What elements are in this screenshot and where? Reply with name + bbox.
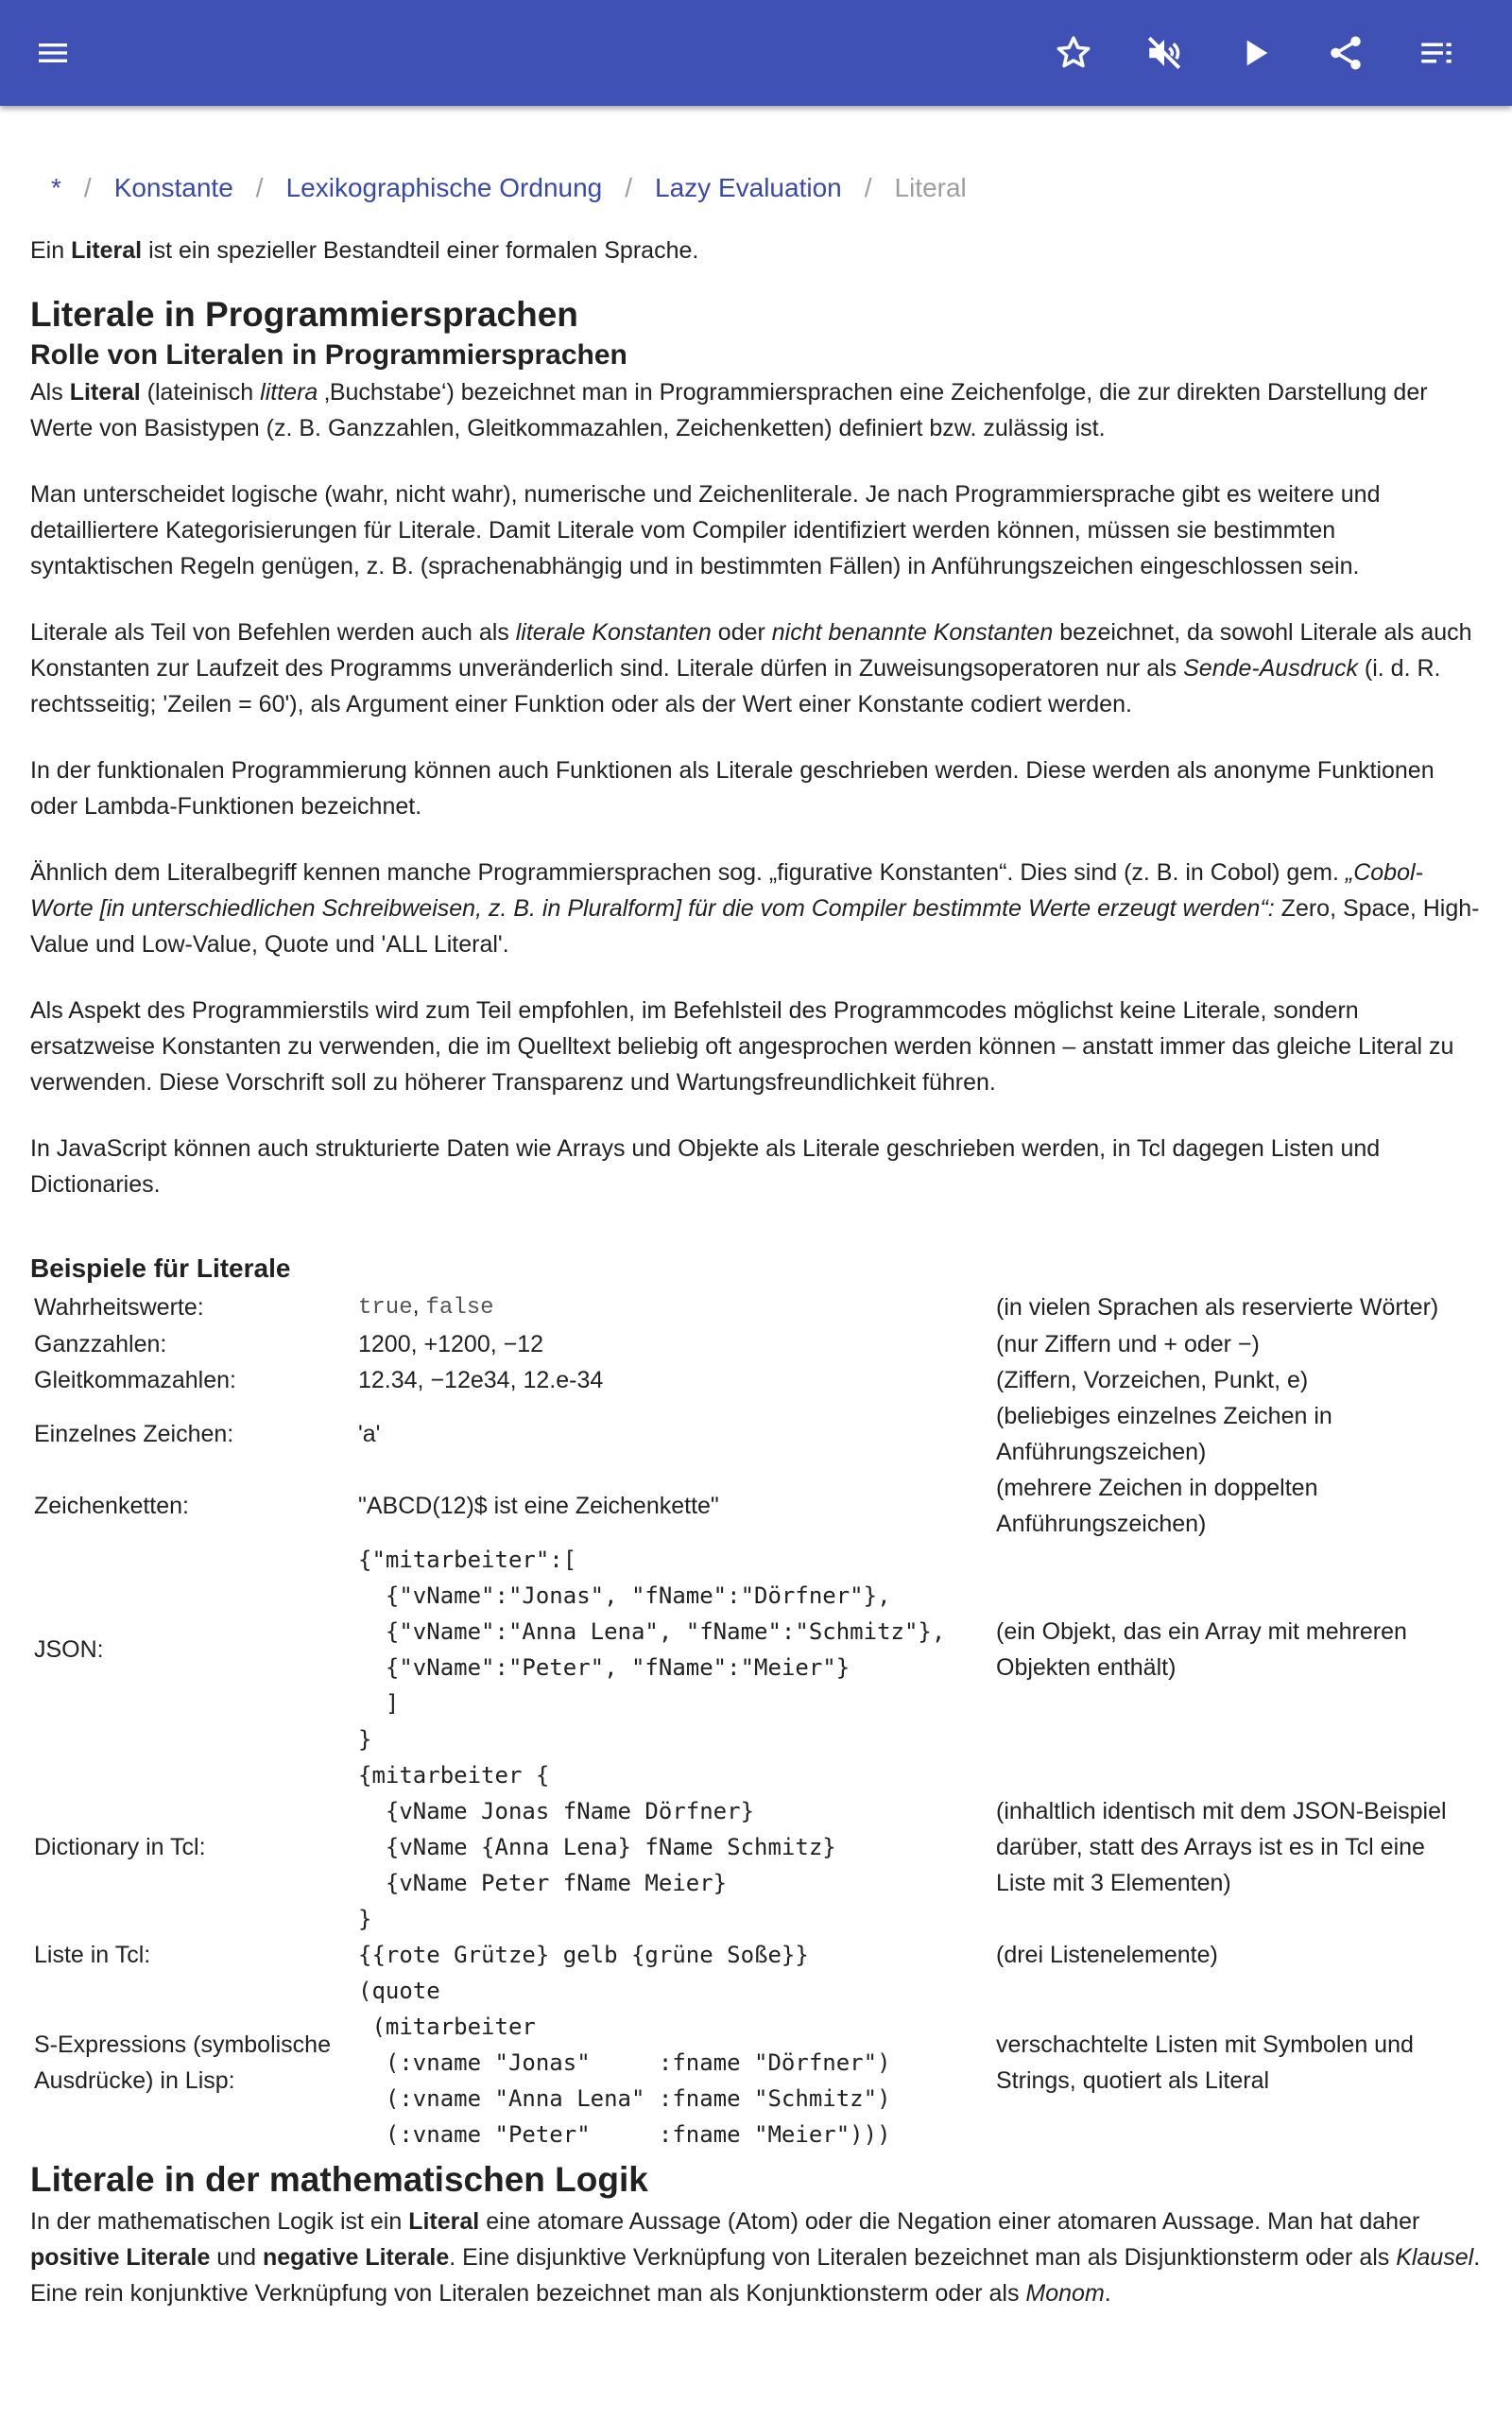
table-row (30, 1288, 1482, 1326)
subsection-heading: Rolle von Literalen in Programmiersprachen (30, 339, 627, 371)
breadcrumb-link-lazy-evaluation[interactable]: Lazy Evaluation (655, 173, 842, 202)
table-row (30, 1470, 1482, 1542)
separator: , (412, 1292, 426, 1319)
breadcrumb-separator: / (255, 173, 264, 202)
text: In der mathematischen Logik ist ein (30, 2208, 409, 2235)
menu-icon[interactable] (26, 26, 79, 79)
table-row (30, 1362, 1482, 1398)
breadcrumb-separator: / (83, 173, 92, 202)
row-label: Liste in Tcl: (34, 1942, 151, 1968)
italic-term: Monom (1025, 2280, 1105, 2307)
bold-term: negative Literale (262, 2244, 450, 2271)
row-label: Dictionary in Tcl: (34, 1834, 206, 1860)
section-heading: Literale in der mathematischen Logik (30, 2160, 648, 2199)
examples-heading: Beispiele für Literale (30, 1253, 291, 1283)
row-note: (in vielen Sprachen als reservierte Wörter) (996, 1293, 1439, 1321)
code-block-tcl-dict: {mitarbeiter { {vName Jonas fName Dörfner} {vName {Anna Lena} fName Schmitz} {vName Peter fName Meier} } (358, 1762, 836, 1932)
italic-term: littera (260, 379, 318, 406)
row-value (354, 1542, 992, 1757)
code-block-tcl-list: {{rote Grütze} gelb {grüne Soße}} (358, 1942, 809, 1968)
text: (lateinisch (140, 379, 261, 406)
breadcrumb-link-lexikographische-ordnung[interactable]: Lexikographische Ordnung (285, 173, 603, 202)
table-row (30, 1398, 1482, 1470)
table-row (30, 1757, 1482, 1937)
row-note: (ein Objekt, das ein Array mit mehreren Objekten enthält) (996, 1618, 1407, 1681)
text: oder (711, 619, 772, 646)
italic-term: nicht benannte Konstanten (771, 619, 1054, 646)
italic-term: Sende-Ausdruck (1183, 655, 1358, 682)
breadcrumb-separator: / (864, 173, 872, 202)
code-true: true (358, 1295, 413, 1321)
text: Zero, Space, High-Value und Low-Value, Quote und 'ALL Literal'. (30, 895, 1480, 958)
text: (i. d. R. rechtsseitig; 'Zeilen = 60'), als Argument einer Funktion oder als der Wert einer Konstante codiert werden. (30, 655, 1441, 717)
table-row (30, 1937, 1482, 1973)
paragraph: Man unterscheidet logische (wahr, nicht wahr), numerische und Zeichenliterale. Je nach Programmiersprache gibt es weitere und detailliertere Kategorisierungen für Literale. Damit Literale vom Compiler identifiziert werden können, müssen sie bestimmten syntaktischen Regeln genügen, z. B. (sprachenabhängig und in bestimmten Fällen) in Anführungszeichen eingeschlossen sein. (30, 481, 1381, 579)
breadcrumb-link-home[interactable]: * (51, 173, 61, 202)
row-value (354, 1937, 992, 1973)
table-row (30, 1542, 1482, 1757)
paragraph: In der funktionalen Programmierung können auch Funktionen als Literale geschrieben werden. Diese werden als anonyme Funktionen oder Lambda-Funktionen bezeichnet. (30, 757, 1435, 820)
bold-term: Literal (408, 2208, 480, 2235)
playlist-icon[interactable] (1410, 26, 1463, 79)
article-content (30, 151, 1482, 2311)
row-note: (drei Listenelemente) (996, 1942, 1218, 1968)
volume-off-icon[interactable] (1138, 26, 1191, 79)
table-row (30, 1326, 1482, 1362)
row-label: Wahrheitswerte: (34, 1293, 204, 1321)
share-icon[interactable] (1319, 26, 1372, 79)
intro-paragraph (30, 233, 1482, 268)
row-note: (nur Ziffern und + oder −) (996, 1331, 1260, 1357)
paragraph (30, 374, 1482, 446)
section-heading: Literale in Programmiersprachen (30, 295, 578, 334)
app-toolbar (0, 0, 1512, 106)
text: Als (30, 379, 70, 406)
text: Ähnlich dem Literalbegriff kennen manche Programmiersprachen sog. „figurative Konstanten“. Dies sind (z. B. in Cobol) gem. (30, 859, 1346, 886)
row-label: Ganzzahlen: (34, 1331, 167, 1357)
table-row (30, 1973, 1482, 2152)
row-value (354, 1757, 992, 1937)
row-label: JSON: (34, 1636, 104, 1663)
row-value (354, 1288, 992, 1326)
row-value: 12.34, −12e34, 12.e-34 (358, 1367, 604, 1393)
row-label: Einzelnes Zeichen: (34, 1421, 234, 1447)
text: eine atomare Aussage (Atom) oder die Negation einer atomaren Aussage. Man hat daher (479, 2208, 1420, 2235)
row-value: 1200, +1200, −12 (358, 1331, 544, 1357)
breadcrumb-separator: / (625, 173, 633, 202)
paragraph: Als Aspekt des Programmierstils wird zum Teil empfohlen, im Befehlsteil des Programmcodes möglichst keine Literale, sondern ersatzweise Konstanten zu verwenden, die im Quelltext beliebig oft angesprochen werden können – anstatt immer das gleiche Literal zu verwenden. Diese Vorschrift soll zu höherer Transparenz und Wartungsfreundlichkeit führen. (30, 997, 1454, 1096)
row-value (354, 1973, 992, 2152)
paragraph (30, 614, 1482, 722)
text: bezeichnet, da sowohl Literale als auch Konstanten zur Laufzeit des Programms unveränderlich sind. Literale dürfen in Zuweisungsoperatoren nur als (30, 619, 1472, 682)
italic-quote: „Cobol-Worte [in unterschiedlichen Schreibweisen, z. B. in Pluralform] für die vom Compiler bestimmte Werte erzeugt werden“: (30, 859, 1423, 922)
row-note: (beliebiges einzelnes Zeichen in Anführungszeichen) (996, 1403, 1332, 1465)
bold-term: Literal (71, 237, 143, 264)
star-icon[interactable] (1047, 26, 1100, 79)
row-value: "ABCD(12)$ ist eine Zeichenkette" (358, 1493, 719, 1519)
italic-term: literale Konstanten (515, 619, 712, 646)
text: Literale als Teil von Befehlen werden auch als (30, 619, 516, 646)
text: . (1104, 2280, 1111, 2307)
row-note: verschachtelte Listen mit Symbolen und Strings, quotiert als Literal (996, 2031, 1414, 2094)
paragraph (30, 2204, 1482, 2311)
paragraph (30, 855, 1482, 962)
code-block-lisp: (quote (mitarbeiter (:vname "Jonas" :fname "Dörfner") (:vname "Anna Lena" :fname "Schmitz") (:vname "Peter" :fname "Meier"))) (358, 1978, 891, 2148)
italic-term: Klausel (1396, 2244, 1474, 2271)
code-false: false (425, 1295, 494, 1321)
row-label: Gleitkommazahlen: (34, 1367, 236, 1393)
text: . Eine disjunktive Verknüpfung von Literalen bezeichnet man als Disjunktionsterm oder als (449, 2244, 1397, 2271)
breadcrumb (30, 151, 1482, 225)
row-note: (Ziffern, Vorzeichen, Punkt, e) (996, 1367, 1309, 1393)
text: ‚Buchstabe‘) bezeichnet man in Programmiersprachen eine Zeichenfolge, die zur direkten Darstellung der Werte von Basistypen (z. B. Ganzzahlen, Gleitkommazahlen, Zeichenketten) definiert bzw. zulässig ist. (30, 379, 1428, 441)
row-label: Zeichenketten: (34, 1493, 189, 1519)
text: und (210, 2244, 263, 2271)
row-note: (inhaltlich identisch mit dem JSON-Beispiel darüber, statt des Arrays ist es in Tcl eine Liste mit 3 Elementen) (996, 1798, 1447, 1896)
examples-table (30, 1288, 1482, 2152)
row-label: S-Expressions (symbolische Ausdrücke) in Lisp: (34, 2031, 331, 2094)
bold-term: positive Literale (30, 2244, 211, 2271)
row-value: 'a' (358, 1421, 381, 1447)
row-note: (mehrere Zeichen in doppelten Anführungszeichen) (996, 1475, 1318, 1537)
code-block-json: {"mitarbeiter":[ {"vName":"Jonas", "fName":"Dörfner"}, {"vName":"Anna Lena", "fName":"Schmitz"}, {"vName":"Peter", "fName":"Meier"} ] } (358, 1547, 946, 1753)
text: . Eine rein konjunktive Verknüpfung von Literalen bezeichnet man als Konjunktionsterm oder als (30, 2244, 1481, 2307)
paragraph: In JavaScript können auch strukturierte Daten wie Arrays und Objekte als Literale geschrieben werden, in Tcl dagegen Listen und Dictionaries. (30, 1135, 1381, 1198)
text: Ein (30, 237, 72, 264)
bold-term: Literal (69, 379, 141, 406)
text: ist ein spezieller Bestandteil einer formalen Sprache. (142, 237, 699, 264)
play-icon[interactable] (1228, 26, 1281, 79)
breadcrumb-current: Literal (894, 173, 967, 202)
breadcrumb-link-konstante[interactable]: Konstante (113, 173, 233, 202)
